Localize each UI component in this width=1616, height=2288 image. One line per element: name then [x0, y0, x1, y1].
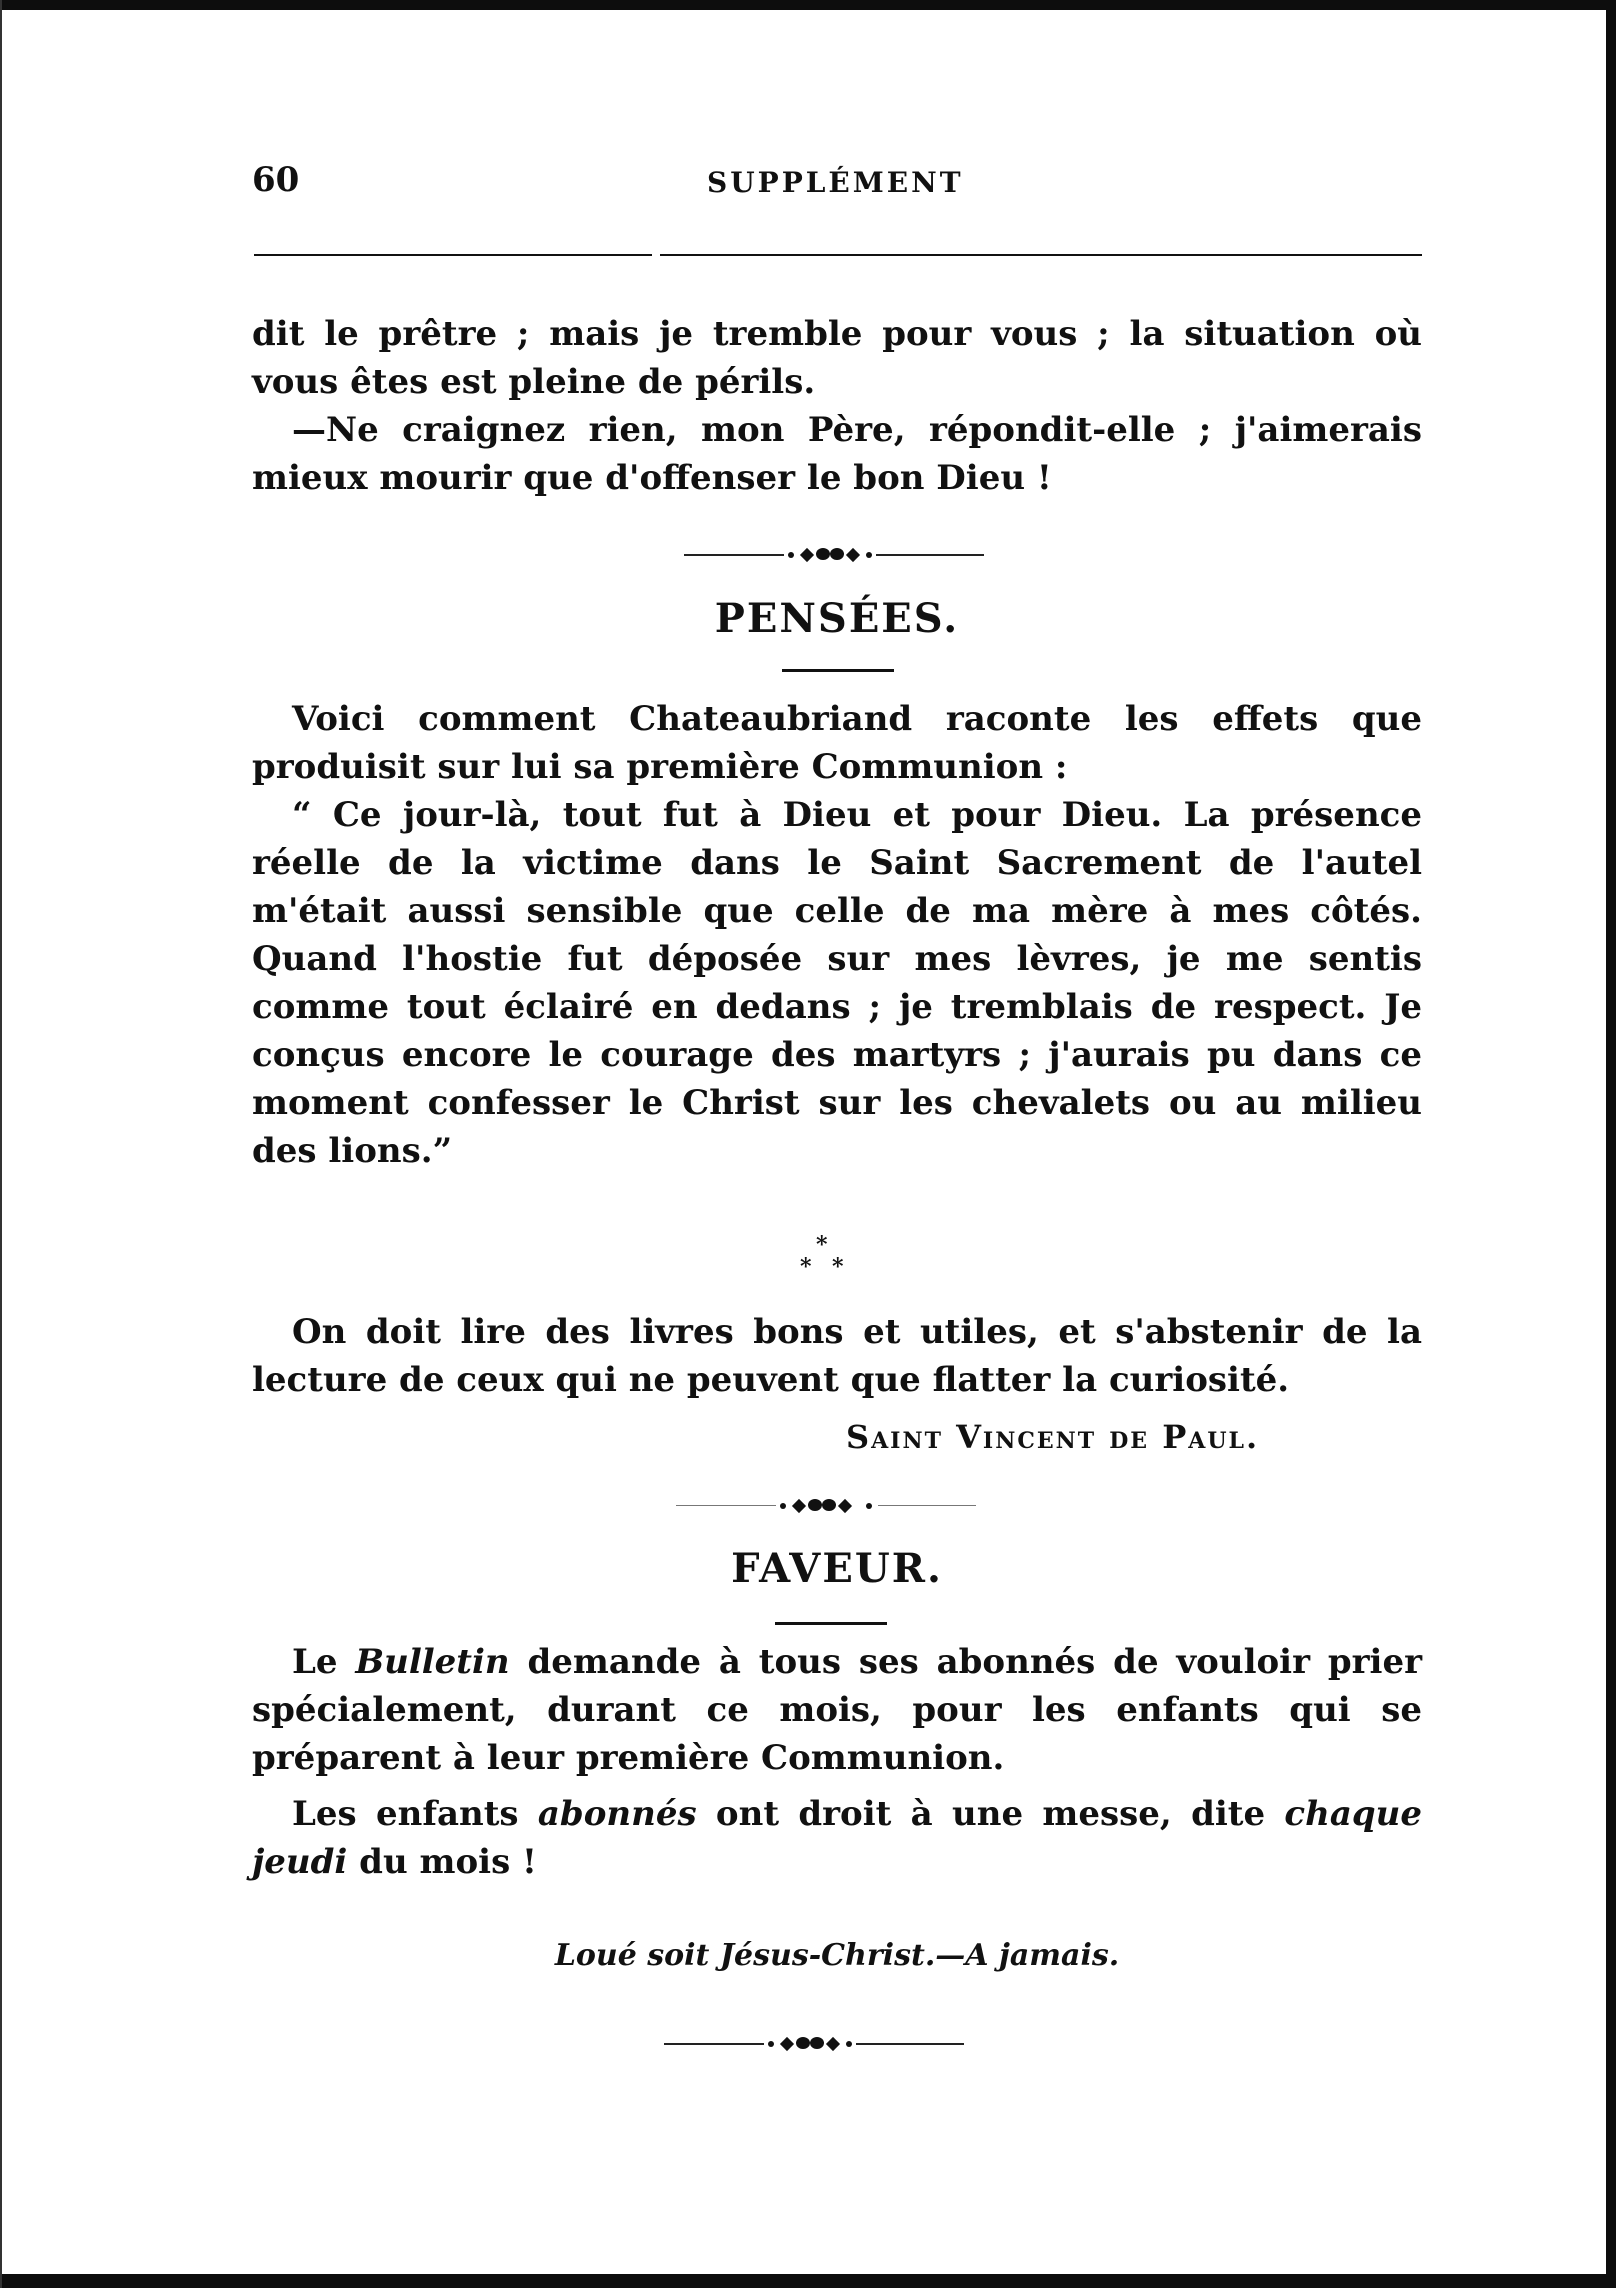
running-head	[252, 160, 1422, 200]
faveur-heading-rule	[775, 1622, 887, 1625]
header-rule-left	[254, 254, 652, 256]
faveur-text	[252, 1638, 1422, 1886]
running-title: SUPPLÉMENT	[707, 166, 964, 199]
second-thought	[252, 1308, 1422, 1404]
faveur-p1-start: Le	[292, 1642, 356, 1682]
intro-paragraph-2: —Ne craignez rien, mon Père, répondit-elle ; j'aimerais mieux mourir que d'offenser le bon Dieu !	[252, 410, 1422, 498]
faveur-p2-end: du mois !	[347, 1842, 537, 1882]
ornament-divider	[664, 2034, 964, 2054]
pensees-text	[252, 695, 1422, 1175]
abonnes-emphasis: abonnés	[537, 1794, 697, 1834]
page-number: 60	[252, 160, 300, 200]
faveur-heading: FAVEUR.	[731, 1545, 943, 1592]
intro-paragraph-1: dit le prêtre ; mais je tremble pour vous ; la situation où vous êtes est pleine de périls.	[252, 314, 1422, 402]
faveur-paragraph-2	[252, 1790, 1422, 1886]
asterism-star-left: *	[800, 1254, 812, 1280]
attribution: Saint Vincent de Paul.	[846, 1418, 1260, 1456]
faveur-paragraph-1	[252, 1638, 1422, 1782]
pensees-quote: “ Ce jour-là, tout fut à Dieu et pour Dieu. La présence réelle de la victime dans le Saint Sacrement de l'autel m'était aussi sensible que celle de ma mère à mes côtés. Quand l'hostie fut déposée sur mes lèvres, je me sentis comme tout éclairé en dedans ; je tremblais de respect. Je conçus encore le courage des martyrs ; j'aurais pu dans ce moment confesser le Christ sur les chevalets ou au milieu des lions.”	[252, 795, 1422, 1171]
asterism	[790, 1232, 860, 1284]
closing-line: Loué soit Jésus-Christ.—A jamais.	[554, 1938, 1120, 1973]
asterism-star-top: *	[816, 1232, 828, 1258]
ornament-divider	[676, 1496, 976, 1516]
chaque-jeudi-emphasis: chaque jeudi	[252, 1794, 1422, 1882]
faveur-p1-rest: demande à tous ses abonnés de vouloir prier spécialement, durant ce mois, pour les enfants qui se préparent à leur première Communion.	[252, 1642, 1422, 1778]
faveur-p2-start: Les enfants	[292, 1794, 538, 1834]
pensees-heading-rule	[782, 669, 894, 672]
ornament-divider	[684, 545, 984, 565]
pensees-heading: PENSÉES.	[714, 595, 960, 642]
pensees-paragraph-1: Voici comment Chateaubriand raconte les effets que produisit sur lui sa première Communion :	[252, 699, 1422, 787]
intro-text	[252, 310, 1422, 502]
bulletin-title: Bulletin	[355, 1642, 510, 1682]
second-thought-text: On doit lire des livres bons et utiles, et s'abstenir de la lecture de ceux qui ne peuvent que flatter la curiosité.	[252, 1312, 1422, 1400]
header-rule-right	[660, 254, 1422, 256]
asterism-star-right: *	[832, 1254, 844, 1280]
faveur-p2-middle: ont droit à une messe, dite	[696, 1794, 1285, 1834]
